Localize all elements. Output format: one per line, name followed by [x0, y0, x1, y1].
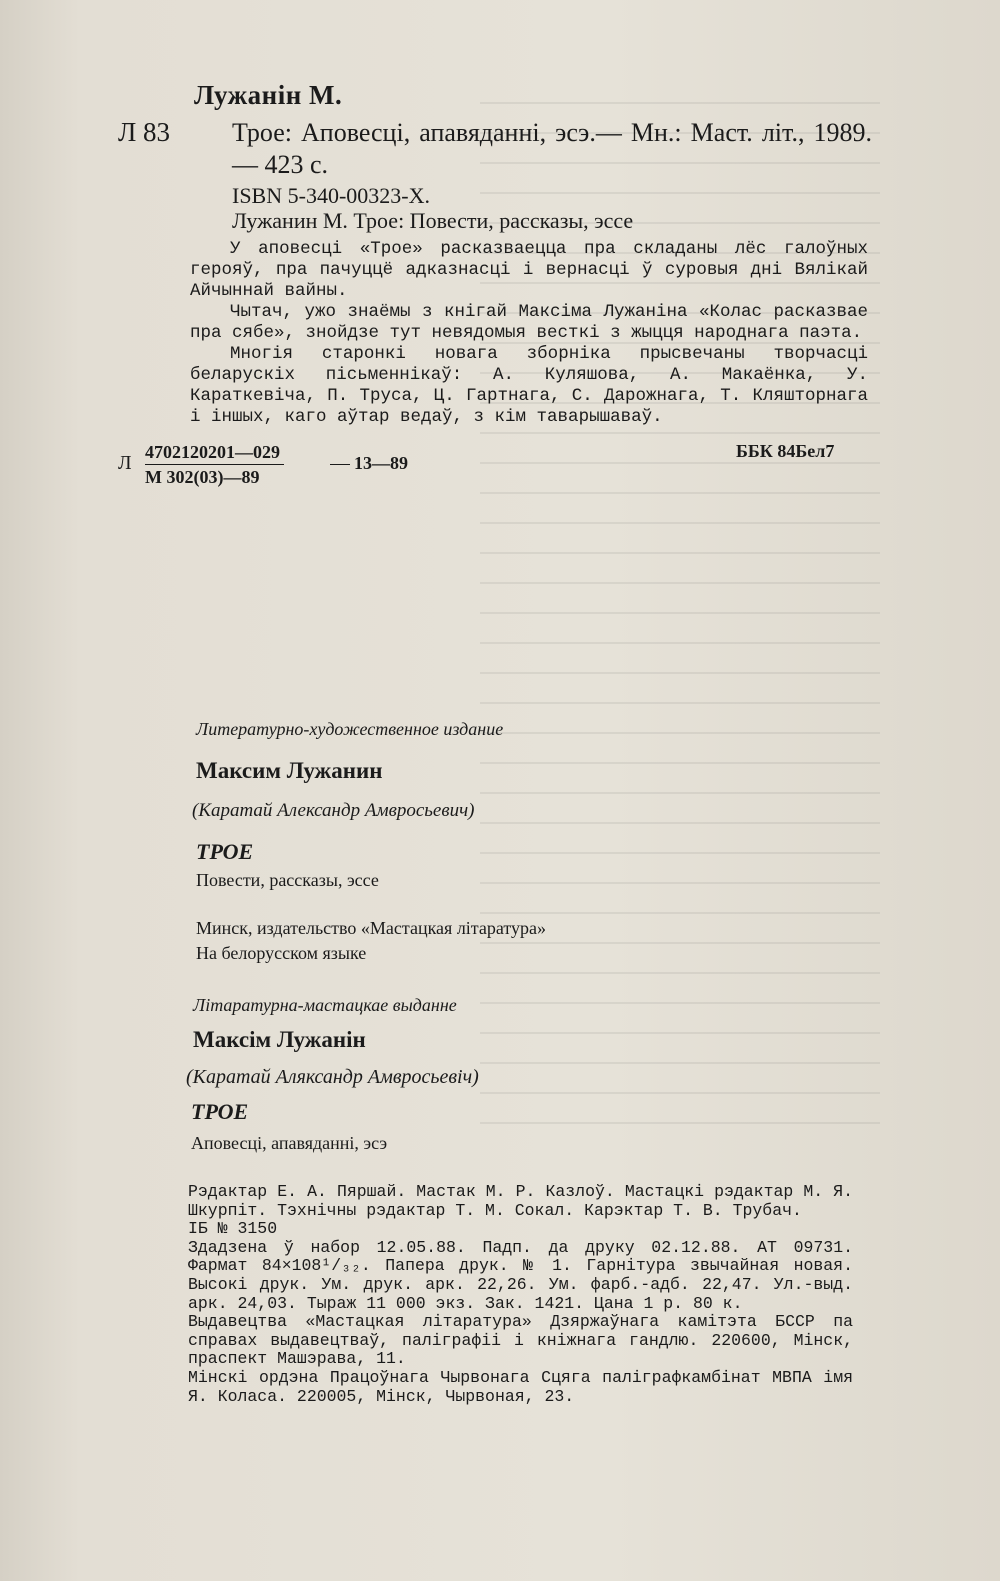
ru-real-name: (Каратай Александр Амвросьевич): [192, 800, 475, 821]
ru-language: На белорусском языке: [196, 943, 367, 963]
classification-numerator: 4702120201—029: [145, 440, 284, 465]
classification-tail: 13—89: [330, 453, 408, 474]
bibliographic-entry: Трое: Аповесці, апавяданні, эсэ.— Мн.: Маст. літ., 1989.— 423 с.: [232, 118, 872, 179]
imprint-ib: ІБ № 3150: [188, 1219, 278, 1239]
annotation-paragraph: У аповесці «Трое» расказваецца пра складаны лёс галоўных герояў, пра пачуццё адказнасці і вернасці ў суровыя дні Вялікай Айчыннай вайны.: [190, 239, 868, 301]
ru-title: ТРОЕ: [196, 839, 254, 864]
ru-genre: Повести, рассказы, эссе: [196, 870, 379, 890]
imprint-printer: Мінскі ордэна Працоўнага Чырвонага Сцяга паліграфкамбінат МВПА імя Я. Коласа. 220005, Мінск, Чырвоная, 23.: [188, 1367, 853, 1406]
bbk-code: ББК 84Бел7: [736, 441, 835, 461]
shelf-code: Л 83: [118, 117, 171, 147]
russian-title-line: Лужанин М. Трое: Повести, рассказы, эссе: [232, 208, 634, 233]
by-edition-type: Літаратурна-мастацкае выданне: [193, 995, 457, 1015]
bleed-through-text: [480, 80, 880, 1130]
imprint-publisher: Выдавецтва «Мастацкая літаратура» Дзяржаўнага камітэта БССР па справах выдавецтваў, паліграфіі і кніжнага гандлю. 220600, Мінск, праспект Машэрава, 11.: [188, 1312, 853, 1369]
ru-publisher: Минск, издательство «Мастацкая літаратура»: [196, 918, 547, 938]
isbn: ISBN 5-340-00323-X.: [232, 183, 430, 208]
ru-edition-type: Литературно-художественное издание: [196, 719, 504, 739]
classification-fraction: [145, 440, 284, 489]
annotation-paragraph: Многія старонкі новага зборніка прысвечаны творчасці беларускіх пісьменнікаў: А. Куляшова, А. Макаёнка, У. Караткевіча, П. Труса, Ц. Гартнага, С. Дарожнага, Т. Кляшторнага і іншых, каго аўтар ведаў, з кім таварышаваў.: [190, 344, 868, 427]
author-heading: Лужанін М.: [194, 80, 343, 110]
imprint-block: [188, 1183, 853, 1406]
by-real-name: (Каратай Аляксандр Амвросьевіч): [186, 1066, 479, 1088]
classification-letter: Л: [118, 452, 132, 474]
imprint-print-data: Здадзена ў набор 12.05.88. Падп. да друку 02.12.88. АТ 09731. Фармат 84×108¹/₃₂. Папера друк. № 1. Гарнітура звычайная новая. Высокі друк. Ум. друк. арк. 22,26. Ум. фарб.-адб. 22,47. Ул.-выд. арк. 24,03. Тыраж 11 000 экз. Зак. 1421. Цана 1 р. 80 к.: [188, 1237, 853, 1313]
classification-denominator: М 302(03)—89: [145, 467, 260, 487]
by-genre: Аповесці, апавяданні, эсэ: [191, 1133, 388, 1153]
by-author: Максім Лужанін: [193, 1027, 366, 1052]
annotation: [190, 239, 868, 428]
annotation-paragraph: Чытач, ужо знаёмы з кнігай Максіма Лужаніна «Колас расказвае пра сябе», знойдзе тут невядомыя весткі з жыцця народнага паэта.: [190, 302, 868, 343]
ru-author: Максим Лужанин: [196, 758, 383, 783]
imprint-staff: Рэдактар Е. А. Пяршай. Мастак М. Р. Казлоў. Мастацкі рэдактар М. Я. Шкурпіт. Тэхнічны рэдактар Т. М. Сокал. Карэктар Т. В. Трубач.: [188, 1182, 853, 1220]
by-title: ТРОЕ: [191, 1099, 249, 1124]
